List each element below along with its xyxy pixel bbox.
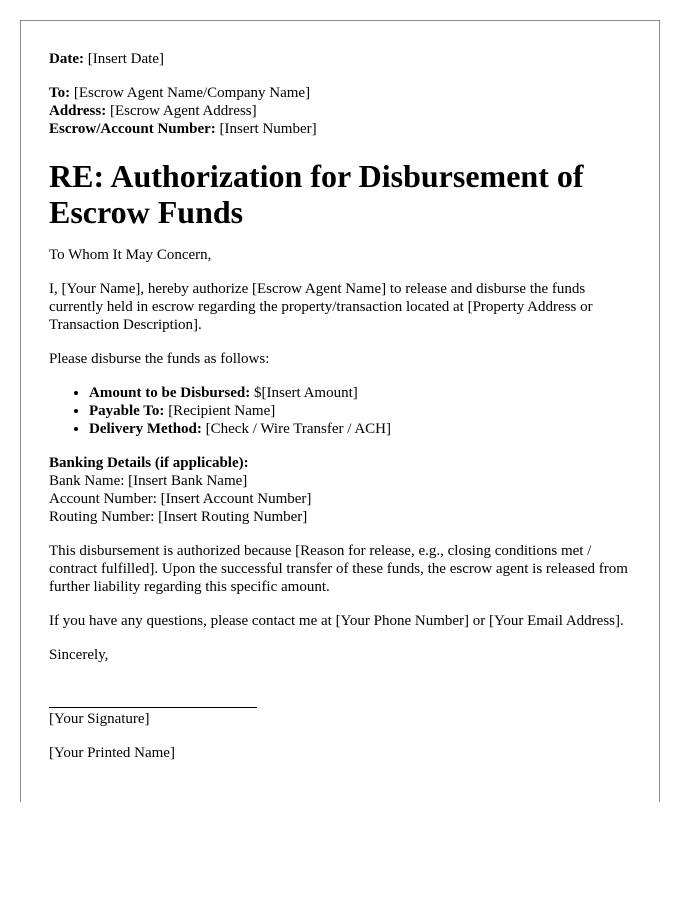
- disburse-intro: Please disburse the funds as follows:: [49, 351, 270, 367]
- letter-title: RE: Authorization for Disbursement of Escrow Funds: [49, 158, 584, 230]
- account-label: Escrow/Account Number:: [49, 121, 216, 137]
- address-label: Address:: [49, 103, 107, 119]
- to-line: [49, 84, 639, 102]
- amount-label: Amount to be Disbursed:: [89, 385, 251, 401]
- list-item-delivery: [89, 420, 639, 438]
- printed-name: [Your Printed Name]: [49, 745, 175, 761]
- account-value: [Insert Number]: [215, 121, 317, 137]
- letter-page: [20, 20, 660, 802]
- salutation: To Whom It May Concern,: [49, 247, 212, 263]
- contact-paragraph: If you have any questions, please contact me at [Your Phone Number] or [Your Email Address].: [49, 613, 624, 629]
- account-line: [49, 120, 639, 138]
- intro-paragraph: I, [Your Name], hereby authorize [Escrow Agent Name] to release and disburse the funds currently held in escrow regarding the property/transaction located at [Property Address or Transaction Description].: [49, 281, 593, 333]
- banking-heading-line: [49, 454, 639, 472]
- date-block: [49, 50, 639, 68]
- date-label: Date:: [49, 51, 84, 67]
- signature-line: [49, 686, 257, 708]
- list-item-amount: [89, 384, 639, 402]
- banking-heading: Banking Details (if applicable):: [49, 455, 249, 471]
- to-value: [Escrow Agent Name/Company Name]: [70, 85, 311, 101]
- banking-block: [49, 454, 639, 526]
- delivery-label: Delivery Method:: [89, 421, 202, 437]
- payee-label: Payable To:: [89, 403, 165, 419]
- date-value: [Insert Date]: [83, 51, 164, 67]
- letter-content: [49, 50, 639, 762]
- delivery-value: [Check / Wire Transfer / ACH]: [201, 421, 391, 437]
- bank-name-line: Bank Name: [Insert Bank Name]: [49, 473, 248, 489]
- payee-value: [Recipient Name]: [164, 403, 276, 419]
- address-line: [49, 102, 639, 120]
- signature-label: [Your Signature]: [49, 711, 150, 727]
- account-number-line: Account Number: [Insert Account Number]: [49, 491, 312, 507]
- amount-value: $[Insert Amount]: [250, 385, 358, 401]
- to-label: To:: [49, 85, 71, 101]
- date-line: [49, 50, 639, 68]
- routing-number-line: Routing Number: [Insert Routing Number]: [49, 509, 308, 525]
- closing: Sincerely,: [49, 647, 109, 663]
- list-item-payee: [89, 402, 639, 420]
- reason-paragraph: This disbursement is authorized because [Reason for release, e.g., closing conditions met / contract fulfilled]. Upon the successful transfer of these funds, the escrow agent is released from further liability regarding this specific amount.: [49, 543, 628, 595]
- recipient-block: [49, 84, 639, 138]
- address-value: [Escrow Agent Address]: [106, 103, 257, 119]
- disbursement-list: [49, 384, 639, 438]
